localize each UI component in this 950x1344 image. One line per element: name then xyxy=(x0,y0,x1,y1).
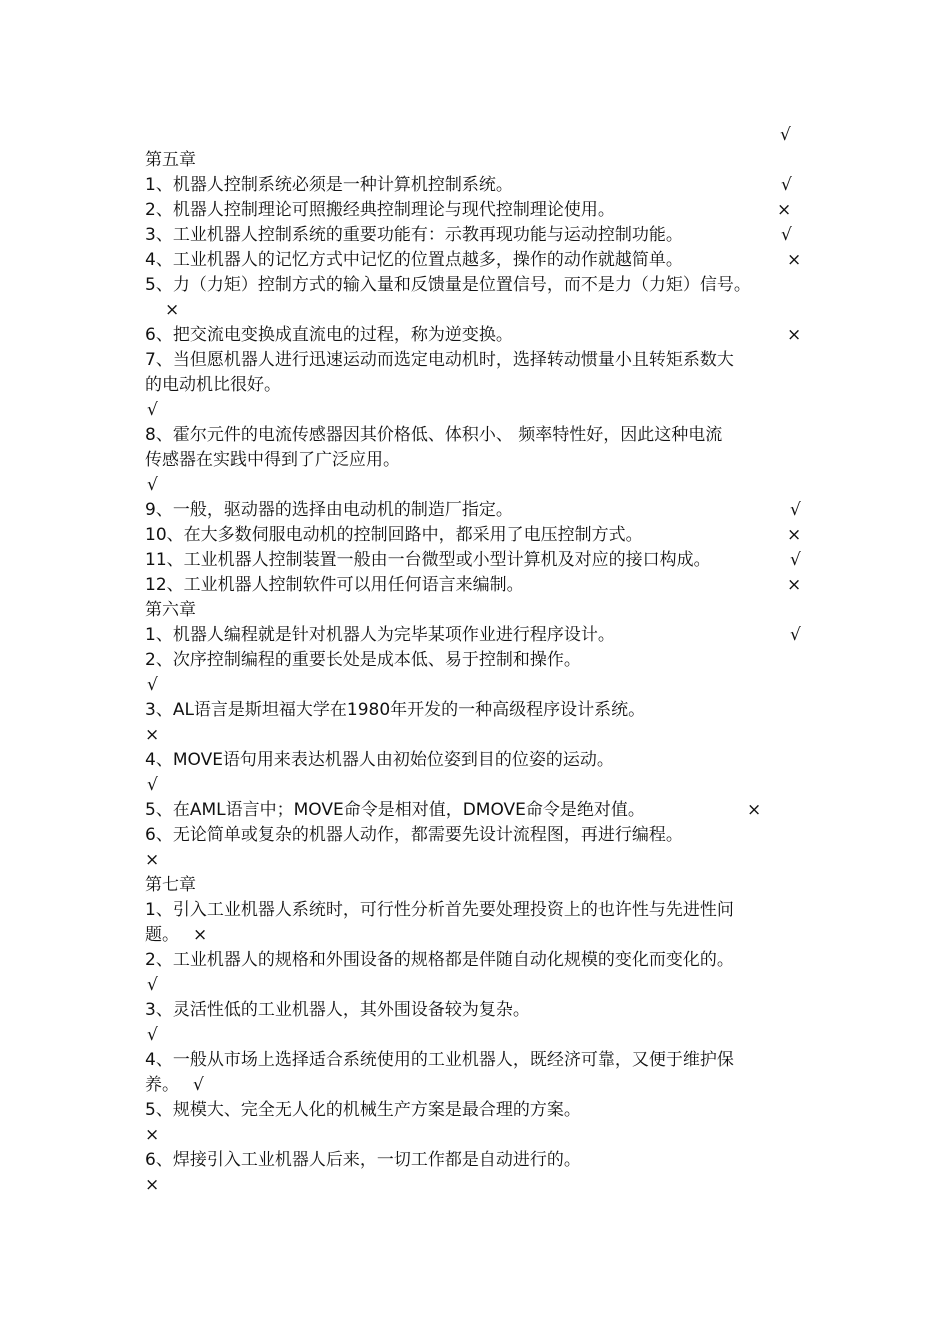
question-text: 2、工业机器人的规格和外围设备的规格都是伴随自动化规模的变化而变化的。 xyxy=(145,950,734,970)
answer-mark: √ xyxy=(147,975,158,995)
question-text: 6、焊接引入工业机器人后来，一切工作都是自动进行的。 xyxy=(145,1150,581,1170)
answer-mark: × xyxy=(787,250,802,270)
question-text: 3、AL语言是斯坦福大学在1980年开发的一种高级程序设计系统。 xyxy=(145,700,646,720)
question-text: 1、机器人控制系统必须是一种计算机控制系统。 xyxy=(145,175,513,195)
answer-mark: × xyxy=(145,1175,160,1195)
question-item-mark-line xyxy=(145,1123,835,1148)
answer-mark: × xyxy=(787,575,802,595)
question-item-mark-line xyxy=(145,723,835,748)
question-item-continued xyxy=(145,373,835,398)
question-item-mark-line xyxy=(145,973,835,998)
answer-mark: × xyxy=(165,300,180,320)
question-item-continued xyxy=(145,1073,835,1098)
answer-mark: √ xyxy=(147,400,158,420)
answer-mark: √ xyxy=(780,125,791,145)
question-text: 传感器在实践中得到了广泛应用。 xyxy=(145,450,400,470)
question-item-mark-line xyxy=(145,1173,835,1198)
question-text: 1、机器人编程就是针对机器人为完毕某项作业进行程序设计。 xyxy=(145,625,615,645)
answer-mark: × xyxy=(787,325,802,345)
question-item xyxy=(145,948,835,973)
question-item-mark-line xyxy=(145,298,835,323)
answer-mark: √ xyxy=(147,475,158,495)
question-item xyxy=(145,173,835,198)
question-text: 4、一般从市场上选择适合系统使用的工业机器人，既经济可靠，又便于维护保 xyxy=(145,1050,734,1070)
chapter-5-title: 第五章 xyxy=(145,150,196,170)
answer-mark: × xyxy=(145,725,160,745)
question-item xyxy=(145,273,835,298)
answer-mark: √ xyxy=(790,625,801,645)
question-item xyxy=(145,648,835,673)
question-text: 2、机器人控制理论可照搬经典控制理论与现代控制理论使用。 xyxy=(145,200,615,220)
question-item xyxy=(145,898,835,923)
question-text: 6、把交流电变换成直流电的过程，称为逆变换。 xyxy=(145,325,513,345)
question-item-continued xyxy=(145,448,835,473)
question-text: 12、工业机器人控制软件可以用任何语言来编制。 xyxy=(145,575,524,595)
question-text: 2、次序控制编程的重要长处是成本低、易于控制和操作。 xyxy=(145,650,581,670)
question-text: 题。 xyxy=(145,925,179,945)
question-text: 的电动机比很好。 xyxy=(145,375,281,395)
question-text: 1、引入工业机器人系统时，可行性分析首先要处理投资上的也许性与先进性问 xyxy=(145,900,734,920)
answer-mark: × xyxy=(145,1125,160,1145)
answer-mark: √ xyxy=(147,775,158,795)
question-item xyxy=(145,348,835,373)
answer-mark: √ xyxy=(147,1025,158,1045)
question-item-mark-line xyxy=(145,848,835,873)
question-text: 8、霍尔元件的电流传感器因其价格低、体积小、 频率特性好，因此这种电流 xyxy=(145,425,723,445)
chapter-7-title: 第七章 xyxy=(145,875,196,895)
chapter-6-title: 第六章 xyxy=(145,600,196,620)
question-text: 5、规模大、完全无人化的机械生产方案是最合理的方案。 xyxy=(145,1100,581,1120)
answer-mark: × xyxy=(777,200,792,220)
question-text: 7、当但愿机器人进行迅速运动而选定电动机时，选择转动惯量小且转矩系数大 xyxy=(145,350,734,370)
question-item xyxy=(145,1148,835,1173)
answer-mark: √ xyxy=(790,500,801,520)
answer-mark: × xyxy=(193,925,208,945)
question-text: 3、灵活性低的工业机器人，其外围设备较为复杂。 xyxy=(145,1000,530,1020)
answer-mark: × xyxy=(787,525,802,545)
question-text: 4、MOVE语句用来表达机器人由初始位姿到目的位姿的运动。 xyxy=(145,750,614,770)
question-item xyxy=(145,498,835,523)
question-item xyxy=(145,748,835,773)
question-item xyxy=(145,548,835,573)
question-item xyxy=(145,1048,835,1073)
question-item xyxy=(145,223,835,248)
question-item xyxy=(145,798,835,823)
question-text: 10、在大多数伺服电动机的控制回路中，都采用了电压控制方式。 xyxy=(145,525,643,545)
question-item xyxy=(145,248,835,273)
question-item xyxy=(145,1098,835,1123)
answer-mark: × xyxy=(747,800,762,820)
question-item-mark-line xyxy=(145,773,835,798)
question-item-mark-line xyxy=(145,1023,835,1048)
question-item xyxy=(145,823,835,848)
answer-mark: √ xyxy=(147,675,158,695)
question-text: 4、工业机器人的记忆方式中记忆的位置点越多，操作的动作就越简单。 xyxy=(145,250,683,270)
question-text: 5、力（力矩）控制方式的输入量和反馈量是位置信号，而不是力（力矩）信号。 xyxy=(145,275,751,295)
question-item xyxy=(145,198,835,223)
question-item-continued xyxy=(145,923,835,948)
answer-mark: √ xyxy=(781,225,792,245)
question-item xyxy=(145,573,835,598)
question-item xyxy=(145,623,835,648)
question-text: 3、工业机器人控制系统的重要功能有：示教再现功能与运动控制功能。 xyxy=(145,225,683,245)
answer-mark: √ xyxy=(193,1075,204,1095)
question-text: 5、在AML语言中；MOVE命令是相对值，DMOVE命令是绝对值。 xyxy=(145,800,645,820)
question-text: 养。 xyxy=(145,1075,179,1095)
question-item xyxy=(145,423,835,448)
question-item xyxy=(145,998,835,1023)
top-mark-line xyxy=(145,123,835,148)
document-page xyxy=(145,123,835,1198)
question-item xyxy=(145,698,835,723)
question-item xyxy=(145,523,835,548)
answer-mark: √ xyxy=(781,175,792,195)
question-item xyxy=(145,323,835,348)
question-item-mark-line xyxy=(145,473,835,498)
answer-mark: × xyxy=(145,850,160,870)
question-item-mark-line xyxy=(145,673,835,698)
question-item-mark-line xyxy=(145,398,835,423)
question-text: 6、无论简单或复杂的机器人动作，都需要先设计流程图，再进行编程。 xyxy=(145,825,683,845)
question-text: 11、工业机器人控制装置一般由一台微型或小型计算机及对应的接口构成。 xyxy=(145,550,711,570)
question-text: 9、一般，驱动器的选择由电动机的制造厂指定。 xyxy=(145,500,513,520)
answer-mark: √ xyxy=(790,550,801,570)
